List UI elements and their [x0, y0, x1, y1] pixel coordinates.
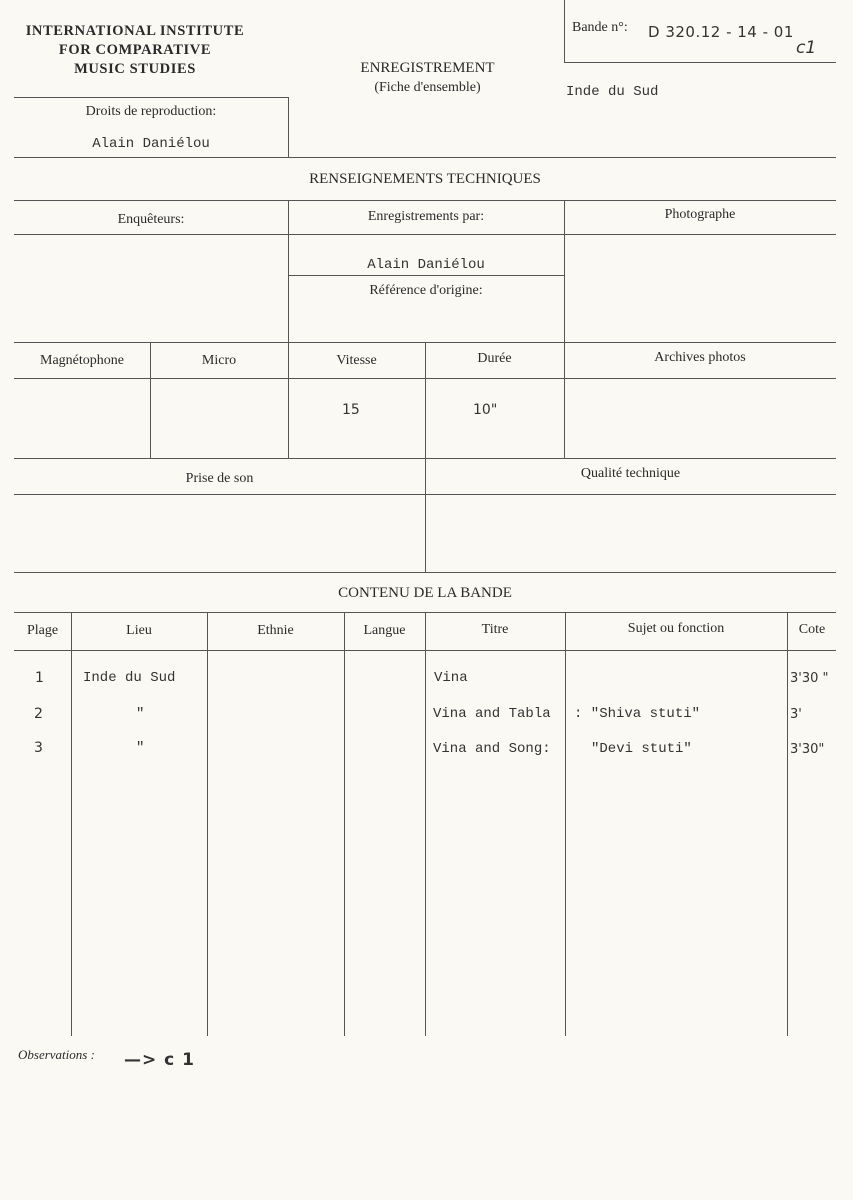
photographe-label: Photographe: [664, 207, 736, 222]
vitesse-label: Vitesse: [336, 353, 377, 368]
duree-label: Durée: [477, 351, 512, 366]
col-titre: Titre: [481, 622, 509, 637]
form-subtitle: (Fiche d'ensemble): [374, 80, 481, 95]
institute-line-2: FOR COMPARATIVE: [58, 42, 212, 58]
observations-label: Observations :: [18, 1047, 95, 1062]
institute-line-3: MUSIC STUDIES: [74, 61, 196, 77]
enqueteurs-label: Enquêteurs:: [117, 212, 185, 227]
qualite-technique-label: Qualité technique: [580, 466, 681, 481]
observations-value: —> c 1: [124, 1050, 195, 1070]
col-sujet: Sujet ou fonction: [627, 621, 725, 636]
vitesse-value: 15: [342, 402, 360, 418]
table-row-3-titre: Vina and Song:: [433, 741, 551, 757]
reference-label: Référence d'origine:: [369, 283, 483, 298]
table-row-3-cote: 3'30": [790, 742, 825, 757]
col-ethnie: Ethnie: [257, 623, 294, 638]
col-cote: Cote: [798, 622, 826, 637]
enregistrements-value: Alain Daniélou: [367, 257, 485, 273]
table-row-1-cote: 3'30 ": [790, 671, 829, 686]
table-row-3-sujet: "Devi stuti": [591, 741, 692, 757]
magnetophone-label: Magnétophone: [40, 353, 124, 368]
table-row-3-plage: 3: [34, 740, 43, 756]
prise-de-son-label: Prise de son: [185, 471, 254, 486]
table-row-2-cote: 3': [790, 707, 802, 722]
duree-value: 10": [473, 402, 498, 418]
table-row-1-plage: 1: [35, 670, 44, 686]
enregistrements-label: Enregistrements par:: [367, 209, 485, 224]
col-lieu: Lieu: [126, 623, 152, 638]
institute-name: [10, 22, 260, 79]
region-header: Inde du Sud: [566, 84, 659, 100]
contents-section-title: CONTENU DE LA BANDE: [338, 585, 512, 601]
bande-hand-note: c1: [796, 38, 817, 58]
table-row-1-titre: Vina: [434, 670, 468, 686]
table-row-2-lieu: ": [136, 706, 145, 722]
micro-label: Micro: [201, 353, 237, 368]
bande-label: Bande n°:: [572, 20, 628, 35]
archives-photos-label: Archives photos: [654, 350, 746, 365]
table-row-2-sujet: : "Shiva stuti": [574, 706, 701, 722]
institute-line-1: INTERNATIONAL INSTITUTE: [25, 23, 245, 39]
col-plage: Plage: [26, 623, 59, 638]
technical-section-title: RENSEIGNEMENTS TECHNIQUES: [309, 171, 541, 187]
table-row-2-titre: Vina and Tabla: [433, 706, 551, 722]
rights-value: Alain Daniélou: [92, 136, 210, 152]
rights-label: Droits de reproduction:: [85, 104, 217, 119]
form-title: ENREGISTREMENT: [360, 60, 495, 76]
table-row-1-lieu: Inde du Sud: [83, 670, 176, 686]
bande-number: D 320.12 - 14 - 01: [648, 23, 794, 41]
table-row-3-lieu: ": [136, 740, 145, 756]
col-langue: Langue: [363, 623, 406, 638]
table-row-2-plage: 2: [34, 706, 43, 722]
